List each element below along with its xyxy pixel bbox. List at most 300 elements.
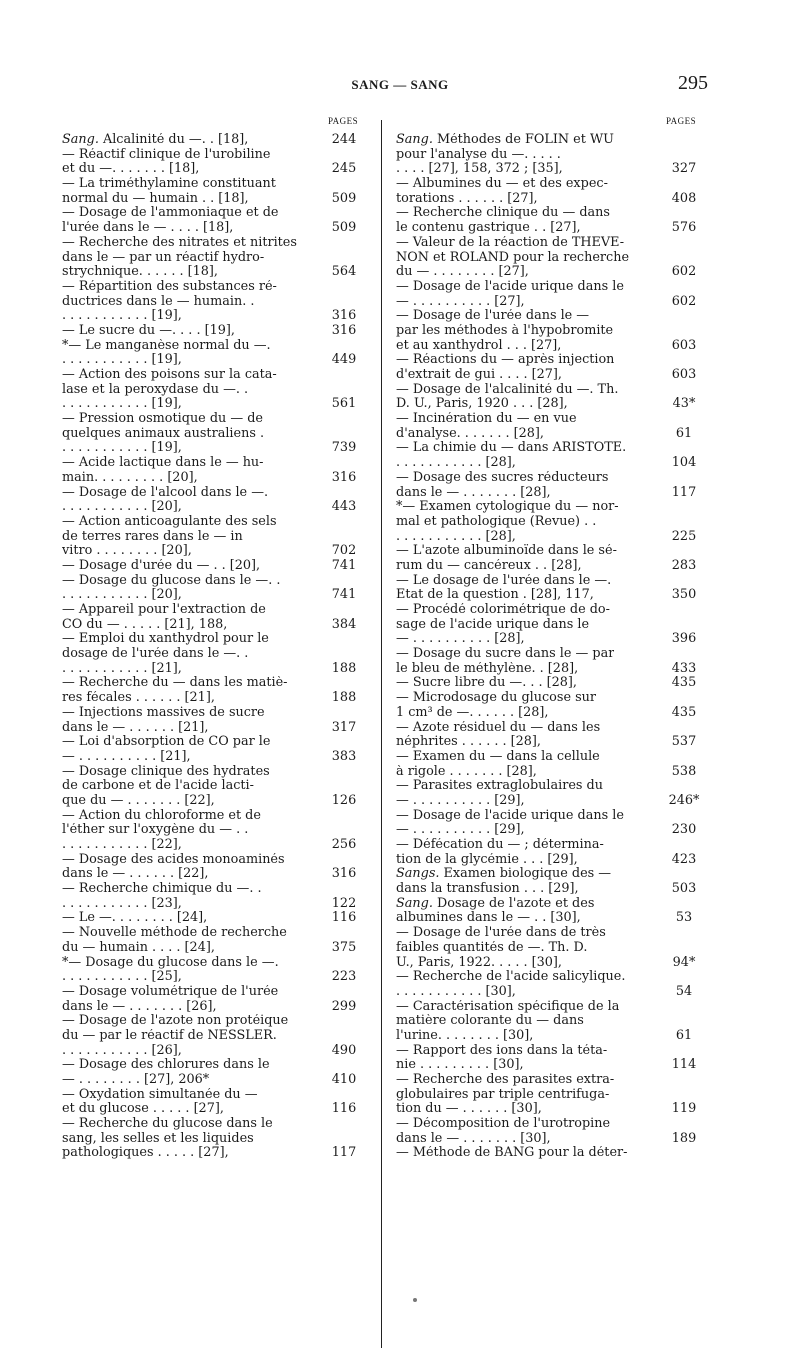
index-line [396, 822, 697, 838]
index-entries-left [62, 133, 382, 1161]
index-line-text: . . . . . . . . . . . [28], [396, 529, 516, 544]
index-line [396, 515, 644, 530]
index-line-text: dans le — . . . . . . [22], [62, 867, 209, 882]
index-line-text: — Dosage d'urée du — . . [20], [62, 558, 261, 573]
index-line-text: . . . . . . . . . . . [20], [62, 500, 182, 515]
index-line [62, 383, 310, 398]
index-line [62, 792, 357, 809]
index-line-text: . . . . . . . . . . . [23], [62, 896, 182, 911]
index-line [62, 456, 310, 471]
page-reference: 410 [331, 1072, 357, 1087]
index-line [396, 500, 644, 515]
index-line-text: — Action des poisons sur la cata- [62, 368, 277, 382]
index-line-text: — . . . . . . . . . . [21], [62, 749, 191, 764]
index-line-text: et du —. . . . . . . [18], [62, 162, 200, 177]
page-reference: 564 [331, 264, 357, 280]
index-line-text: et du glucose . . . . . [27], [62, 1102, 224, 1117]
index-line-text: — Microdosage du glucose sur [396, 691, 597, 706]
index-line [62, 1088, 310, 1103]
index-line-text: . . . . . . . . . . . [19], [62, 397, 182, 412]
index-line [396, 897, 644, 912]
index-line [62, 823, 310, 838]
index-line [62, 647, 310, 662]
index-line [62, 985, 310, 1000]
pages-column-header: PAGES [666, 116, 697, 126]
index-line [62, 515, 310, 530]
page-reference: 43* [672, 396, 696, 412]
index-line [396, 954, 696, 971]
page-reference: 230 [671, 822, 697, 838]
index-line-text: — Méthode de BANG pour la déter- [396, 1146, 628, 1161]
index-line [396, 177, 644, 192]
page-reference: 245 [331, 161, 357, 177]
page-reference: 423 [671, 851, 697, 867]
index-line-text: — Recherche de l'acide salicylique. [396, 970, 626, 985]
page-reference: 316 [331, 866, 357, 882]
index-line [62, 926, 310, 941]
index-line [396, 441, 644, 456]
index-line-text: — Recherche chimique du —. . [62, 882, 262, 897]
index-line [396, 1088, 644, 1103]
index-line [62, 177, 310, 192]
index-line [396, 236, 644, 251]
index-line-text: — Dosage de l'ammoniaque et de [62, 206, 279, 221]
running-title: SANG — SANG [351, 77, 449, 92]
index-line-text: d'extrait de gui . . . . [27], [396, 368, 562, 382]
index-line-text: — Recherche des nitrates et nitrites [62, 235, 297, 250]
index-line-text: NON et ROLAND pour la recherche [396, 250, 630, 265]
index-line-text: — Décomposition de l'urotropine [396, 1117, 611, 1132]
index-line-text: — Albumines du — et des expec- [396, 177, 608, 192]
index-line-text: — Dosage clinique des hydrates [62, 764, 270, 779]
index-line [62, 779, 310, 794]
index-line-text: — Réactions du — après injection [396, 353, 615, 368]
index-line [62, 499, 357, 515]
index-line [62, 574, 310, 589]
index-line [62, 719, 357, 736]
index-line [62, 322, 357, 339]
index-line [396, 206, 644, 221]
index-line-text: l'éther sur l'oxygène du — . . [62, 823, 249, 838]
page-reference: 490 [331, 1042, 357, 1058]
page-reference: 603 [671, 367, 697, 382]
page-reference: 225 [671, 528, 697, 544]
index-line [396, 851, 697, 868]
index-line [62, 1145, 357, 1161]
index-line [396, 631, 697, 647]
page-reference: 433 [671, 660, 697, 676]
index-line [62, 280, 310, 295]
index-line-text: — Défécation du — ; détermina- [396, 838, 604, 852]
page-reference: 316 [331, 469, 357, 485]
page-reference: 327 [671, 161, 697, 177]
index-line-text: — . . . . . . . . . . [27], [396, 294, 525, 309]
page-reference: 114 [671, 1057, 697, 1073]
index-line-text: — Procédé colorimétrique de do- [396, 603, 610, 617]
index-line-text: dans la transfusion . . . [29], [396, 882, 579, 897]
page-reference: 61 [675, 1027, 693, 1043]
page-reference: 509 [331, 190, 357, 206]
index-line [62, 1058, 310, 1073]
index-line [62, 998, 357, 1015]
index-line [396, 471, 644, 486]
index-line-text: — Oxydation simultanée du — [62, 1087, 258, 1102]
index-line-text: à rigole . . . . . . . [28], [396, 764, 537, 779]
index-line [62, 368, 310, 383]
page-reference: 126 [331, 792, 357, 808]
index-line [396, 455, 697, 471]
index-line-text: 1 cm³ de —. . . . . . [28], [396, 705, 549, 720]
page-reference: 117 [671, 484, 697, 500]
index-line [396, 1073, 644, 1088]
index-line [396, 383, 644, 398]
index-line-text: . . . . . . . . . . . [22], [62, 838, 182, 852]
index-line [62, 264, 357, 280]
index-line-text: . . . . . . . . . . . [28], [396, 456, 516, 471]
index-line-text: l'urée dans le — . . . . [18], [62, 221, 234, 236]
index-line [396, 1101, 697, 1117]
index-line [62, 910, 357, 926]
index-line-text: — Pression osmotique du — de [62, 412, 263, 427]
index-line-text: du — . . . . . . . . [27], [396, 265, 529, 280]
index-line-text: . . . . . . . . . . . [21], [62, 661, 182, 676]
page-reference: 602 [671, 264, 697, 280]
page-reference: 122 [331, 895, 357, 911]
index-line-text: nie . . . . . . . . . [30], [396, 1058, 524, 1073]
index-line-text: — Azote résiduel du — dans les [396, 720, 601, 735]
page-reference: 119 [671, 1101, 697, 1117]
page-reference: 316 [331, 322, 357, 338]
index-line [62, 440, 357, 456]
index-line-text: matière colorante du — dans [396, 1014, 584, 1029]
index-line [396, 675, 697, 691]
index-line [62, 676, 310, 691]
index-line [62, 530, 310, 545]
page-reference: 283 [671, 557, 697, 573]
index-line [62, 132, 357, 148]
index-line-text: *— Examen cytologique du — nor- [396, 500, 619, 515]
index-line [62, 939, 357, 956]
index-line [396, 1044, 644, 1059]
index-line-text: — Caractérisation spécifique de la [396, 999, 620, 1014]
index-line [62, 206, 310, 221]
page-reference: 317 [331, 719, 357, 735]
index-line-text: Sang. Dosage de l'azote et des [396, 896, 595, 911]
index-line-text: — Dosage volumétrique de l'urée [62, 984, 279, 999]
index-line [396, 691, 644, 706]
index-line [396, 721, 644, 736]
index-line-text: — Réactif clinique de l'urobiline [62, 147, 271, 162]
index-line [396, 557, 697, 574]
index-line-text: tion du — . . . . . . [30], [396, 1102, 542, 1117]
page-reference: 503 [671, 881, 697, 897]
index-line [62, 557, 357, 574]
page-reference: 561 [331, 396, 357, 412]
index-line-text: du — humain . . . . [24], [62, 940, 215, 955]
index-line [396, 838, 644, 853]
index-line-text: État de la question . [28], 117, [396, 588, 594, 603]
index-line-text: dans le — . . . . . . . [28], [396, 485, 551, 500]
index-line [396, 763, 697, 780]
index-line-text: lase et la peroxydase du —. . [62, 382, 249, 397]
index-line-text: . . . . . . . . . . . [30], [396, 984, 516, 999]
index-line [396, 544, 644, 559]
index-line-text: du — par le réactif de NESSLER. [62, 1028, 277, 1043]
index-line-text: — Appareil pour l'extraction de [62, 603, 266, 617]
index-line [62, 1014, 310, 1029]
index-line [396, 412, 644, 427]
index-line [62, 295, 310, 310]
index-line-text: . . . . . . . . . . . [19], [62, 353, 182, 368]
page-reference: 223 [331, 969, 357, 985]
index-line-text: — Dosage des chlorures dans le [62, 1058, 270, 1073]
page-reference: 602 [671, 293, 697, 309]
page-number: 295 [678, 72, 708, 94]
index-line-text: quelques animaux australiens . [62, 426, 265, 441]
column-divider [381, 120, 382, 1348]
page-reference: 537 [671, 734, 697, 750]
index-line-text: strychnique. . . . . . [18], [62, 265, 218, 280]
index-line [396, 161, 697, 177]
index-line [396, 603, 644, 618]
index-line [62, 396, 357, 412]
index-line-text: dans le — . . . . . . . [30], [396, 1131, 551, 1146]
index-line-text: — Dosage de l'acide urique dans le [396, 279, 624, 294]
index-line [62, 706, 310, 721]
page-reference: 741 [331, 557, 357, 573]
index-line [396, 1146, 644, 1161]
page-reference: 116 [331, 1101, 357, 1117]
index-line [62, 308, 357, 324]
index-line [62, 690, 357, 706]
index-line-text: l'urine. . . . . . . . [30], [396, 1028, 534, 1043]
index-line [62, 1029, 310, 1044]
index-line-text: sang, les selles et les liquides [62, 1131, 254, 1146]
index-line-text: — Emploi du xanthydrol pour le [62, 632, 269, 647]
index-line-text: normal du — humain . . [18], [62, 191, 249, 206]
index-line [396, 792, 700, 809]
page-reference: 576 [671, 220, 697, 236]
index-line [396, 220, 697, 236]
index-line [396, 1027, 693, 1044]
index-line-text: — Incinération du — en vue [396, 412, 577, 427]
page-reference: 383 [331, 748, 357, 764]
page-reference: 256 [331, 837, 357, 852]
print-speck [413, 1298, 417, 1302]
index-line [62, 765, 310, 780]
index-line [396, 750, 644, 765]
index-line [62, 956, 310, 971]
index-line-text: . . . . . . . . . . . [19], [62, 441, 182, 456]
index-line [396, 983, 693, 1000]
index-line [396, 574, 644, 589]
index-line-text: de terres rares dans le — in [62, 529, 243, 544]
index-line-text: — Dosage du glucose dans le —. . [62, 573, 281, 588]
index-line [62, 339, 310, 354]
page-reference: 188 [331, 660, 357, 676]
index-line [62, 969, 357, 985]
index-line-text: *— Dosage du glucose dans le —. [62, 955, 279, 970]
index-line-text: — Dosage de l'acide urique dans le [396, 808, 624, 823]
index-line-text: pathologiques . . . . . [27], [62, 1146, 229, 1161]
index-line [396, 353, 644, 368]
index-line-text: . . . . . . . . . . . [26], [62, 1043, 182, 1058]
index-line-text: — Injections massives de sucre [62, 705, 265, 720]
index-line-text: — . . . . . . . . . . [28], [396, 632, 525, 647]
index-line-text: et au xanthydrol . . . [27], [396, 338, 562, 353]
index-line-text: par les méthodes à l'hypobromite [396, 323, 614, 338]
page-reference: 189 [671, 1130, 697, 1146]
index-line [62, 895, 357, 912]
index-line-text: — Répartition des substances ré- [62, 279, 277, 294]
index-line-text: dans le — . . . . . . . [26], [62, 999, 217, 1014]
index-line-text: de carbone et de l'acide lacti- [62, 779, 254, 794]
index-line [396, 734, 697, 750]
index-line-text: CO du — . . . . . [21], 188, [62, 617, 228, 632]
page-reference: 739 [331, 440, 357, 456]
index-line-text: — La triméthylamine constituant [62, 177, 276, 192]
index-line [396, 970, 644, 985]
index-line [62, 148, 310, 163]
page-reference: 104 [671, 455, 697, 471]
index-line [396, 926, 644, 941]
index-line-text: Sang. Méthodes de FOLIN et WU [396, 133, 614, 147]
page-reference: 316 [331, 308, 357, 324]
page-reference: 603 [671, 337, 697, 353]
index-line-text: ductrices dans le — humain. . [62, 294, 255, 309]
index-line-text: — . . . . . . . . [27], 206* [62, 1073, 210, 1087]
page-reference: 246* [668, 792, 700, 808]
index-line-text: pour l'analyse du —. . . . . [396, 147, 561, 162]
index-line-text: — Dosage du sucre dans le — par [396, 647, 615, 662]
index-line-text: — Examen du — dans la cellule [396, 749, 600, 764]
index-line-text: — Dosage des acides monoaminés [62, 852, 285, 867]
index-line [62, 809, 310, 824]
index-line [62, 190, 357, 207]
index-line [62, 660, 357, 677]
index-line-text: — Le sucre du —. . . . [19], [62, 323, 235, 338]
index-line [396, 337, 697, 354]
index-line [62, 837, 357, 853]
index-line-text: albumines dans le — . . [30], [396, 911, 581, 926]
index-line [62, 1072, 357, 1088]
index-line-text: d'analyse. . . . . . . [28], [396, 426, 544, 441]
index-line-text: — Valeur de la réaction de THÉVE- [396, 235, 625, 250]
index-line-text: que du — . . . . . . . [22], [62, 793, 215, 808]
index-line [396, 264, 697, 280]
index-line [62, 469, 357, 486]
index-line [396, 941, 644, 956]
index-line-text: faibles quantités de —. Th. D. [396, 940, 588, 955]
page-reference: 117 [331, 1145, 357, 1161]
index-line-text: *— Le manganèse normal du —. [62, 338, 271, 353]
page-reference: 188 [331, 690, 357, 706]
index-line-text: — Dosage de l'urée dans le — [396, 309, 590, 324]
page-reference: 443 [331, 499, 357, 515]
running-header [0, 74, 800, 96]
index-line [396, 148, 644, 163]
index-line-text: tion de la glycémie . . . [29], [396, 852, 578, 867]
index-line [62, 161, 357, 177]
index-line [396, 867, 644, 882]
index-line-text: sage de l'acide urique dans le [396, 617, 590, 632]
index-line [396, 1117, 644, 1132]
index-line-text: — . . . . . . . . . . [29], [396, 793, 525, 808]
index-line [62, 632, 310, 647]
index-line-text: U., Paris, 1922. . . . . [30], [396, 955, 562, 970]
index-line-text: dans le — . . . . . . [21], [62, 720, 209, 735]
page-reference: 449 [331, 352, 357, 368]
page-reference: 408 [671, 190, 697, 206]
page-reference: 375 [331, 939, 357, 955]
page-reference: 435 [671, 704, 697, 720]
index-line [62, 1117, 310, 1132]
index-line [396, 528, 697, 545]
index-line-text: — Dosage des sucres réducteurs [396, 470, 609, 485]
index-line [396, 484, 697, 501]
index-line [396, 280, 644, 295]
index-line-text: — Action du chloroforme et de [62, 808, 261, 823]
index-line-text: — Recherche des parasites extra- [396, 1073, 615, 1087]
index-line [396, 809, 644, 824]
index-line-text: D. U., Paris, 1920 . . . [28], [396, 397, 568, 412]
index-line [396, 1000, 644, 1015]
page-reference: 384 [331, 616, 357, 632]
index-line-text: . . . . . . . . . . . [19], [62, 309, 182, 324]
index-line-text: — Le dosage de l'urée dans le —. [396, 573, 612, 588]
page-reference: 350 [671, 587, 697, 603]
index-line-text: le contenu gastrique . . [27], [396, 221, 581, 236]
index-line [62, 616, 357, 633]
index-line-text: . . . . [27], 158, 372 ; [35], [396, 162, 563, 177]
index-line-text: néphrites . . . . . . [28], [396, 735, 541, 750]
page-reference: 509 [331, 220, 357, 236]
index-line-text: — Dosage de l'alcalinité du —. Th. [396, 382, 619, 397]
page-reference: 244 [331, 132, 357, 147]
index-line [396, 618, 644, 633]
index-line [396, 293, 697, 310]
index-line-text: — Recherche du glucose dans le [62, 1117, 273, 1132]
index-line-text: Sangs. Examen biologique des — [396, 867, 612, 882]
index-line-text: dosage de l'urée dans le —. . [62, 647, 249, 662]
index-line [62, 486, 310, 501]
page-reference: 435 [671, 675, 697, 691]
index-line-text: . . . . . . . . . . . [25], [62, 970, 182, 985]
index-line [62, 1042, 357, 1059]
index-line [62, 1132, 310, 1147]
index-line-text: Sang. Alcalinité du —. . [18], [62, 133, 249, 147]
index-line [62, 882, 310, 897]
index-line-text: — . . . . . . . . . . [29], [396, 823, 525, 838]
page-reference: 702 [331, 543, 357, 559]
index-line [396, 190, 697, 207]
page-reference: 538 [671, 763, 697, 779]
index-line-text: — Rapport des ions dans la téta- [396, 1043, 608, 1058]
page-reference: 396 [671, 631, 697, 647]
index-line [396, 367, 697, 383]
index-line [396, 779, 644, 794]
index-line [396, 704, 697, 721]
index-line-text: — Sucre libre du —. . . [28], [396, 676, 577, 691]
index-line-text: dans le — par un réactif hydro- [62, 250, 265, 265]
index-line [62, 352, 357, 368]
index-line [396, 660, 697, 677]
index-line [396, 309, 644, 324]
index-line [62, 587, 357, 603]
index-line [62, 853, 310, 868]
index-line-text: — Le —. . . . . . . . [24], [62, 911, 208, 926]
index-line-text: — Recherche clinique du — dans [396, 206, 610, 221]
